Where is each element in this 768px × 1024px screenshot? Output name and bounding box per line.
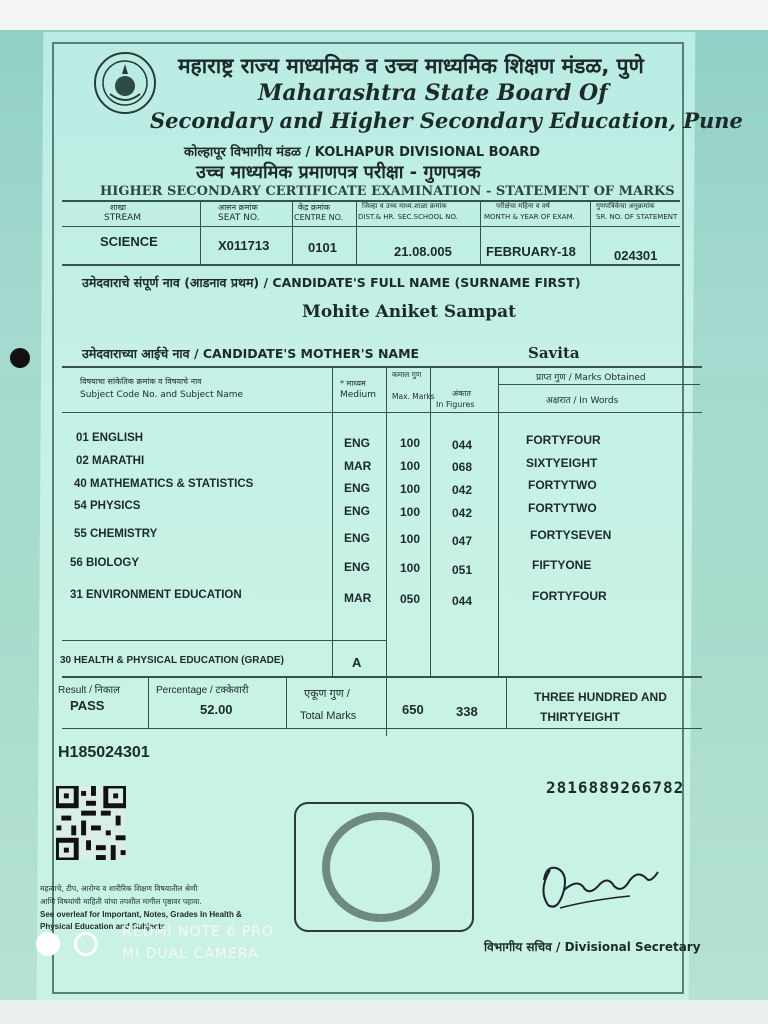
camera-logo-icon: [36, 932, 60, 956]
total-marks-words-line1: THREE HUNDRED AND: [534, 690, 667, 704]
subject-marks-figures: 047: [452, 534, 473, 548]
result-label: Result / निकाल: [58, 685, 120, 696]
school-no-value: 21.08.005: [394, 244, 452, 259]
barcode-number: 2816889266782: [546, 778, 685, 797]
stream-value: SCIENCE: [100, 234, 158, 249]
subject-name: 01 ENGLISH: [76, 432, 144, 444]
subject-medium: MAR: [344, 591, 372, 605]
subject-name: 55 CHEMISTRY: [74, 528, 158, 540]
centre-header-mr: केंद्र क्रमांक: [298, 203, 331, 212]
max-marks-header: Max. Marks: [392, 392, 435, 401]
board-name-marathi: महाराष्ट्र राज्य माध्यमिक व उच्च माध्यमिक शिक्षण मंडळ, पुणे: [178, 54, 644, 78]
subject-marks-words: FORTYTWO: [528, 501, 597, 515]
subject-header: Subject Code No. and Subject Name: [80, 390, 244, 400]
subject-marks-words: SIXTYEIGHT: [526, 456, 598, 470]
exam-title-marathi: उच्च माध्यमिक प्रमाणपत्र परीक्षा - गुणपत्रक: [196, 162, 481, 183]
exam-title-english: HIGHER SECONDARY CERTIFICATE EXAMINATION - STATEMENT OF MARKS: [100, 184, 675, 199]
subject-medium: ENG: [344, 481, 371, 495]
subject-marks-words: FORTYTWO: [528, 478, 597, 492]
punch-hole: [10, 348, 30, 368]
overleaf-note-en-line1: See overleaf for Important, Notes, Grades In Health &: [40, 910, 242, 919]
subject-marks-figures: 068: [452, 460, 473, 474]
subject-medium: MAR: [344, 459, 372, 473]
exam-month-value: FEBRUARY-18: [486, 244, 576, 259]
result-value: PASS: [70, 698, 105, 713]
total-marks-label: Total Marks: [300, 710, 357, 722]
subject-max-marks: 050: [400, 592, 421, 606]
subject-marks-words: FORTYSEVEN: [530, 528, 612, 542]
seat-no-value: X011713: [218, 238, 270, 253]
overleaf-note-en-line2: Physical Education and Subjects: [40, 922, 166, 931]
total-marks-words-line2: THIRTYEIGHT: [540, 710, 620, 724]
school-header-mr: जिल्हा व उच्च माध्य.शाळा क्रमांक: [362, 202, 447, 210]
in-words-header: अक्षरात / In Words: [546, 396, 619, 406]
month-header: MONTH & YEAR OF EXAM.: [484, 213, 575, 221]
subject-marks-figures: 042: [452, 506, 473, 520]
seat-header: SEAT NO.: [218, 213, 260, 223]
subject-medium: ENG: [344, 531, 371, 545]
month-header-mr: परीक्षेचा महिना व वर्ष: [496, 202, 550, 210]
centre-no-value: 0101: [308, 240, 337, 255]
stream-header-mr: शाखा: [110, 203, 127, 212]
candidate-name: Mohite Aniket Sampat: [302, 302, 516, 322]
percentage-value: 52.00: [200, 702, 233, 717]
subject-medium: ENG: [344, 560, 371, 574]
candidate-name-label: उमेदवाराचे संपूर्ण नाव (आडनाव प्रथम) / CANDIDATE'S FULL NAME (SURNAME FIRST): [82, 275, 581, 290]
subject-name: 54 PHYSICS: [74, 500, 141, 512]
centre-header: CENTRE NO.: [294, 213, 344, 222]
total-max-marks: 650: [402, 702, 424, 717]
subject-max-marks: 100: [400, 561, 421, 575]
grade-subject-name: 30 HEALTH & PHYSICAL EDUCATION (GRADE): [60, 655, 284, 666]
photo-top-margin: [0, 0, 768, 30]
board-logo-icon: [92, 50, 158, 116]
school-header: DIST.& HR. SEC.SCHOOL NO.: [358, 213, 458, 221]
subject-name: 40 MATHEMATICS & STATISTICS: [74, 478, 254, 490]
subject-marks-figures: 042: [452, 483, 473, 497]
medium-header: Medium: [340, 390, 376, 400]
subject-marks-words: FIFTYONE: [532, 558, 592, 572]
subject-name: 31 ENVIRONMENT EDUCATION: [70, 589, 242, 601]
subject-marks-words: FORTYFOUR: [526, 433, 601, 447]
subject-marks-figures: 051: [452, 563, 473, 577]
signature-icon: [530, 850, 690, 920]
hologram-seal-icon: [322, 812, 440, 922]
marks-obtained-header: प्राप्त गुण / Marks Obtained: [536, 373, 646, 383]
watermark-line2: MI DUAL CAMERA: [122, 946, 259, 962]
subject-max-marks: 100: [400, 482, 421, 496]
divisional-secretary-label: विभागीय सचिव / Divisional Secretary: [484, 940, 701, 954]
subject-name: 02 MARATHI: [76, 455, 145, 467]
total-marks-label-mr: एकूण गुण /: [304, 688, 350, 700]
overleaf-note-mr-line2: आणि विषयांची माहिती यांचा तपशील मागील पृष्ठावर पहावा.: [40, 897, 202, 906]
photo-bottom-margin: [0, 1000, 768, 1024]
subject-marks-figures: 044: [452, 594, 473, 608]
statement-header-mr: गुणपत्रिकेचा अनुक्रमांक: [596, 202, 655, 210]
board-name-english-line1: Maharashtra State Board Of: [258, 80, 608, 106]
certificate-number: H185024301: [58, 744, 150, 761]
watermark-line1: REDMI NOTE 6 PRO: [122, 924, 274, 940]
board-name-english-line2: Secondary and Higher Secondary Education, Pune: [150, 108, 743, 133]
mother-name-label: उमेदवाराच्या आईचे नाव / CANDIDATE'S MOTHER'S NAME: [82, 346, 420, 361]
medium-header-mr: * माध्यम: [340, 379, 366, 388]
statement-no-value: 024301: [614, 248, 658, 263]
subject-marks-words: FORTYFOUR: [532, 589, 607, 603]
subject-max-marks: 100: [400, 459, 421, 473]
subject-medium: ENG: [344, 436, 371, 450]
in-figures-header-mr: अंकात: [452, 389, 471, 398]
percentage-label: Percentage / टक्केवारी: [156, 685, 249, 696]
camera-lens-icon: [74, 932, 98, 956]
subject-max-marks: 100: [400, 436, 421, 450]
max-marks-header-mr: कमाल गुण: [392, 370, 422, 379]
subject-name: 56 BIOLOGY: [70, 557, 140, 569]
subject-max-marks: 100: [400, 505, 421, 519]
total-obtained-marks: 338: [456, 704, 478, 719]
mother-name: Savita: [528, 344, 580, 362]
statement-header: SR. NO. OF STATEMENT: [596, 213, 678, 221]
subject-header-mr: विषयाचा सांकेतिक क्रमांक व विषयाचे नाव: [80, 377, 202, 386]
seat-header-mr: आसन क्रमांक: [218, 203, 258, 212]
subject-medium: ENG: [344, 504, 371, 518]
overleaf-note-mr-line1: महत्वाचे, टीप, आरोग्य व शारीरिक शिक्षण विषयातील श्रेणी: [40, 884, 198, 893]
qr-code-icon: [56, 786, 126, 860]
grade-value: A: [352, 655, 362, 670]
stream-header: STREAM: [104, 213, 142, 223]
in-figures-header: In Figures: [436, 400, 475, 409]
subject-marks-figures: 044: [452, 438, 473, 452]
division-name: कोल्हापूर विभागीय मंडळ / KOLHAPUR DIVISIONAL BOARD: [184, 145, 541, 160]
subject-max-marks: 100: [400, 532, 421, 546]
